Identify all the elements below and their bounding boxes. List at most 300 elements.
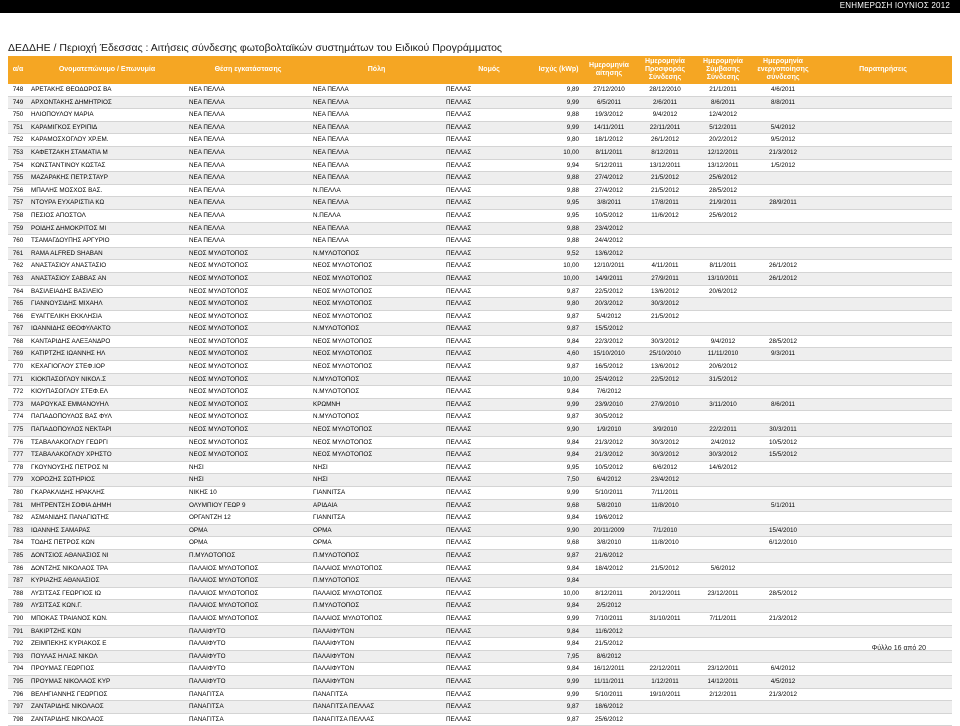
table-cell: ΠΑΛΑΙΦΥΤΟ bbox=[186, 650, 310, 663]
table-row bbox=[8, 298, 952, 311]
table-cell bbox=[814, 121, 952, 134]
table-cell bbox=[814, 650, 952, 663]
table-cell: 18/4/2012 bbox=[582, 562, 636, 575]
table-cell: ΠΕΛΛΑΣ bbox=[443, 260, 535, 273]
table-cell: 20/2/2012 bbox=[694, 134, 752, 147]
table-cell: ΝΕΟΣ ΜΥΛΟΤΟΠΟΣ bbox=[310, 272, 443, 285]
table-cell: 773 bbox=[8, 398, 28, 411]
table-cell bbox=[752, 562, 814, 575]
table-cell: ΝΕΟΣ ΜΥΛΟΤΟΠΟΣ bbox=[310, 310, 443, 323]
table-cell bbox=[814, 600, 952, 613]
table-cell bbox=[694, 537, 752, 550]
table-cell: ΑΣΜΑΝΙΔΗΣ ΠΑΝΑΓΙΩΤΗΣ bbox=[28, 512, 186, 525]
table-cell: 23/4/2012 bbox=[582, 222, 636, 235]
table-cell bbox=[814, 487, 952, 500]
table-cell: 9,84 bbox=[535, 600, 582, 613]
table-cell: 9,84 bbox=[535, 436, 582, 449]
table-cell: ΚΑΝΤΑΡΙΔΗΣ ΑΛΕΞΑΝΔΡΟ bbox=[28, 335, 186, 348]
table-cell: ΠΕΛΛΑΣ bbox=[443, 172, 535, 185]
table-cell: ΠΕΛΛΑΣ bbox=[443, 537, 535, 550]
table-cell: 19/6/2012 bbox=[582, 512, 636, 525]
table-cell bbox=[814, 247, 952, 260]
table-cell: ΕΥΑΓΓΕΛΙΚΗ ΕΚΚΛΗΣΙΑ bbox=[28, 310, 186, 323]
table-cell: ΠΕΛΛΑΣ bbox=[443, 424, 535, 437]
table-cell: ΝΕΑ ΠΕΛΛΑ bbox=[186, 235, 310, 248]
table-cell: ΛΥΣΙΤΣΑΣ ΚΩΝ.Γ. bbox=[28, 600, 186, 613]
table-cell bbox=[752, 310, 814, 323]
table-cell: 25/10/2010 bbox=[636, 348, 694, 361]
table-cell bbox=[694, 411, 752, 424]
table-cell bbox=[636, 323, 694, 336]
table-cell bbox=[636, 222, 694, 235]
table-cell: Π.ΜΥΛΟΤΟΠΟΣ bbox=[186, 549, 310, 562]
table-row bbox=[8, 688, 952, 701]
table-cell bbox=[636, 549, 694, 562]
table-row bbox=[8, 209, 952, 222]
table-cell: 786 bbox=[8, 562, 28, 575]
table-cell: 792 bbox=[8, 638, 28, 651]
table-cell bbox=[814, 209, 952, 222]
table-cell bbox=[636, 713, 694, 726]
table-cell bbox=[752, 701, 814, 714]
table-cell bbox=[814, 197, 952, 210]
table-cell: 779 bbox=[8, 474, 28, 487]
table-cell: ΑΡΕΤΑΚΗΣ ΘΕΟΔΩΡΟΣ ΒΑ bbox=[28, 84, 186, 96]
table-cell: ΠΡΟΥΜΑΣ ΓΕΩΡΓΙΟΣ bbox=[28, 663, 186, 676]
table-cell: ΛΥΣΙΤΣΑΣ ΓΕΩΡΓΙΟΣ ΙΩ bbox=[28, 587, 186, 600]
table-cell: ΝΕΑ ΠΕΛΛΑ bbox=[310, 159, 443, 172]
table-cell bbox=[694, 386, 752, 399]
table-cell: ΠΕΛΛΑΣ bbox=[443, 184, 535, 197]
table-row bbox=[8, 96, 952, 109]
table-cell: 758 bbox=[8, 209, 28, 222]
table-cell: 11/8/2010 bbox=[636, 537, 694, 550]
table-cell: 6/6/2012 bbox=[636, 461, 694, 474]
table-cell: 1/5/2012 bbox=[752, 159, 814, 172]
table-row bbox=[8, 285, 952, 298]
table-cell: 8/11/2011 bbox=[582, 146, 636, 159]
table-cell bbox=[814, 260, 952, 273]
table-cell: ΝΕΟΣ ΜΥΛΟΤΟΠΟΣ bbox=[186, 298, 310, 311]
table-cell: ΑΡΙΔΑΙΑ bbox=[310, 499, 443, 512]
table-row bbox=[8, 600, 952, 613]
table-body bbox=[8, 84, 952, 726]
table-cell: 9,99 bbox=[535, 487, 582, 500]
table-cell bbox=[814, 701, 952, 714]
table-cell: ΠΕΛΛΑΣ bbox=[443, 335, 535, 348]
table-cell bbox=[752, 625, 814, 638]
table-cell bbox=[814, 272, 952, 285]
table-cell bbox=[814, 398, 952, 411]
table-cell: 760 bbox=[8, 235, 28, 248]
table-cell bbox=[636, 386, 694, 399]
table-cell: 9,80 bbox=[535, 298, 582, 311]
table-cell bbox=[814, 411, 952, 424]
table-cell: ΠΑΝΑΓΙΤΣΑ ΠΕΛΛΑΣ bbox=[310, 713, 443, 726]
table-cell bbox=[814, 310, 952, 323]
table-cell: 9,90 bbox=[535, 524, 582, 537]
table-cell: ΠΕΛΛΑΣ bbox=[443, 625, 535, 638]
table-cell: Π.ΜΥΛΟΤΟΠΟΣ bbox=[310, 575, 443, 588]
table-cell: 4,60 bbox=[535, 348, 582, 361]
table-cell: 10,00 bbox=[535, 587, 582, 600]
table-cell: ΠΕΛΛΑΣ bbox=[443, 549, 535, 562]
table-cell: 22/5/2012 bbox=[582, 285, 636, 298]
table-cell bbox=[752, 184, 814, 197]
table-cell bbox=[814, 499, 952, 512]
table-cell: ΝΕΟΣ ΜΥΛΟΤΟΠΟΣ bbox=[186, 247, 310, 260]
table-cell bbox=[752, 713, 814, 726]
table-cell: 9/4/2012 bbox=[694, 335, 752, 348]
table-cell: ΝΕΑ ΠΕΛΛΑ bbox=[186, 134, 310, 147]
table-cell: 1/9/2010 bbox=[582, 424, 636, 437]
table-cell bbox=[814, 109, 952, 122]
table-cell bbox=[814, 172, 952, 185]
table-cell: ΠΑΛΑΙΟΣ ΜΥΛΟΤΟΠΟΣ bbox=[310, 587, 443, 600]
table-row bbox=[8, 549, 952, 562]
table-cell bbox=[814, 713, 952, 726]
table-cell: 3/9/2010 bbox=[636, 424, 694, 437]
table-cell bbox=[636, 235, 694, 248]
table-cell: Ν.ΜΥΛΟΤΟΠΟΣ bbox=[310, 411, 443, 424]
table-cell bbox=[814, 298, 952, 311]
table-cell: ΝΕΑ ΠΕΛΛΑ bbox=[310, 109, 443, 122]
table-cell bbox=[694, 638, 752, 651]
table-cell: ΠΕΛΛΑΣ bbox=[443, 285, 535, 298]
table-cell: ΠΕΛΛΑΣ bbox=[443, 575, 535, 588]
table-cell bbox=[694, 235, 752, 248]
table-row bbox=[8, 197, 952, 210]
table-row bbox=[8, 159, 952, 172]
table-cell bbox=[752, 361, 814, 374]
table-cell: ΠΑΛΑΙΟΣ ΜΥΛΟΤΟΠΟΣ bbox=[186, 600, 310, 613]
table-cell: ΠΑΛΑΙΟΣ ΜΥΛΟΤΟΠΟΣ bbox=[186, 562, 310, 575]
table-cell: 6/4/2012 bbox=[582, 474, 636, 487]
table-cell: 21/9/2011 bbox=[694, 197, 752, 210]
table-cell bbox=[694, 323, 752, 336]
table-cell: 776 bbox=[8, 436, 28, 449]
table-cell: ΧΟΡΟΖΗΣ ΣΩΤΗΡΙΟΣ bbox=[28, 474, 186, 487]
table-cell: 788 bbox=[8, 587, 28, 600]
table-cell: ΝΗΣΙ bbox=[186, 461, 310, 474]
table-cell: ΜΠΟΚΑΣ ΤΡΑΙΑΝΟΣ ΚΩΝ. bbox=[28, 612, 186, 625]
table-cell: ΖΑΝΤΑΡΙΔΗΣ ΝΙΚΟΛΑΟΣ bbox=[28, 713, 186, 726]
applications-table bbox=[8, 56, 952, 726]
table-cell: ΠΑΛΑΙΦΥΤΟΝ bbox=[310, 675, 443, 688]
table-cell: ΠΑΝΑΓΙΤΣΑ ΠΕΛΛΑΣ bbox=[310, 701, 443, 714]
table-cell: 9,87 bbox=[535, 411, 582, 424]
table-cell bbox=[694, 310, 752, 323]
table-cell: ΠΕΛΛΑΣ bbox=[443, 373, 535, 386]
table-cell: 9,84 bbox=[535, 562, 582, 575]
table-cell: 20/6/2012 bbox=[694, 285, 752, 298]
table-cell: 27/12/2010 bbox=[582, 84, 636, 96]
table-cell: 9,87 bbox=[535, 310, 582, 323]
table-cell bbox=[752, 512, 814, 525]
table-cell: Ν.ΜΥΛΟΤΟΠΟΣ bbox=[310, 373, 443, 386]
table-cell: 27/4/2012 bbox=[582, 172, 636, 185]
table-cell bbox=[814, 474, 952, 487]
table-cell: 11/8/2010 bbox=[636, 499, 694, 512]
table-cell: 9,94 bbox=[535, 159, 582, 172]
table-cell: 21/5/2012 bbox=[636, 172, 694, 185]
table-cell: ΝΕΑ ΠΕΛΛΑ bbox=[186, 96, 310, 109]
table-cell: ΠΕΛΛΑΣ bbox=[443, 146, 535, 159]
table-cell bbox=[814, 361, 952, 374]
table-row bbox=[8, 675, 952, 688]
table-cell: ΓΙΑΝΝΟΥΣΙΔΗΣ ΜΙΧΑΗΛ bbox=[28, 298, 186, 311]
table-cell: 5/1/2011 bbox=[752, 499, 814, 512]
table-cell: 2/12/2011 bbox=[694, 688, 752, 701]
table-cell bbox=[814, 461, 952, 474]
table-cell: 25/6/2012 bbox=[694, 172, 752, 185]
table-cell bbox=[814, 386, 952, 399]
table-cell bbox=[752, 222, 814, 235]
table-cell: 25/6/2012 bbox=[582, 713, 636, 726]
table-cell: ΚΥΡΙΑΖΗΣ ΑΘΑΝΑΣΙΟΣ bbox=[28, 575, 186, 588]
table-cell: 9,87 bbox=[535, 713, 582, 726]
table-cell: ΓΙΑΝΝΙΤΣΑ bbox=[310, 512, 443, 525]
table-cell: Π.ΜΥΛΟΤΟΠΟΣ bbox=[310, 600, 443, 613]
table-cell: ΠΕΛΛΑΣ bbox=[443, 398, 535, 411]
table-cell: ΠΑΛΑΙΟΣ ΜΥΛΟΤΟΠΟΣ bbox=[186, 587, 310, 600]
table-cell: 9,68 bbox=[535, 537, 582, 550]
table-cell: ΝΕΟΣ ΜΥΛΟΤΟΠΟΣ bbox=[310, 335, 443, 348]
table-cell bbox=[582, 575, 636, 588]
table-row bbox=[8, 512, 952, 525]
table-cell: ΠΕΛΛΑΣ bbox=[443, 663, 535, 676]
table-cell: 17/8/2011 bbox=[636, 197, 694, 210]
table-cell: 9,95 bbox=[535, 209, 582, 222]
table-cell bbox=[636, 650, 694, 663]
table-cell: ΠΕΣΙΟΣ ΑΠΟΣΤΟΛ bbox=[28, 209, 186, 222]
table-cell: 795 bbox=[8, 675, 28, 688]
table-cell: 22/12/2011 bbox=[636, 663, 694, 676]
table-cell: 7/6/2012 bbox=[582, 386, 636, 399]
table-cell: ΠΕΛΛΑΣ bbox=[443, 272, 535, 285]
table-cell: ΠΑΛΑΙΟΣ ΜΥΛΟΤΟΠΟΣ bbox=[186, 575, 310, 588]
table-cell: 9,99 bbox=[535, 688, 582, 701]
table-cell: 783 bbox=[8, 524, 28, 537]
table-cell: ΠΑΠΑΔΟΠΟΥΛΟΣ ΝΕΚΤΑΡΙ bbox=[28, 424, 186, 437]
table-cell: 15/5/2012 bbox=[582, 323, 636, 336]
table-cell bbox=[814, 625, 952, 638]
table-cell bbox=[814, 348, 952, 361]
table-cell: 23/12/2011 bbox=[694, 663, 752, 676]
table-cell: 31/10/2011 bbox=[636, 612, 694, 625]
table-cell: 9,99 bbox=[535, 675, 582, 688]
table-cell: 14/11/2011 bbox=[582, 121, 636, 134]
table-cell bbox=[752, 650, 814, 663]
table-cell: ΝΕΟΣ ΜΥΛΟΤΟΠΟΣ bbox=[186, 310, 310, 323]
table-cell: 7/11/2011 bbox=[694, 612, 752, 625]
table-cell bbox=[814, 688, 952, 701]
table-cell bbox=[752, 600, 814, 613]
table-cell: ΠΕΛΛΑΣ bbox=[443, 159, 535, 172]
table-cell: 782 bbox=[8, 512, 28, 525]
table-cell: 26/1/2012 bbox=[636, 134, 694, 147]
table-cell: ΤΣΑΜΑΓΔΟΥΠΗΣ ΑΡΓΥΡΙΟ bbox=[28, 235, 186, 248]
table-cell: 20/12/2011 bbox=[636, 587, 694, 600]
table-cell: 7/11/2011 bbox=[636, 487, 694, 500]
table-cell: 20/6/2012 bbox=[694, 361, 752, 374]
table-cell: 21/5/2012 bbox=[636, 184, 694, 197]
table-cell: ΠΟΥΛΑΣ ΗΛΙΑΣ ΝΙΚΟΛ bbox=[28, 650, 186, 663]
table-cell: ΚΙΟΥΠΑΣΟΓΛΟΥ ΣΤΕΦ.ΕΛ bbox=[28, 386, 186, 399]
table-cell: 765 bbox=[8, 298, 28, 311]
table-row bbox=[8, 373, 952, 386]
table-cell: ΠΕΛΛΑΣ bbox=[443, 134, 535, 147]
table-cell bbox=[636, 638, 694, 651]
table-row bbox=[8, 663, 952, 676]
table-cell bbox=[694, 701, 752, 714]
table-cell: 5/8/2010 bbox=[582, 499, 636, 512]
table-cell: ΠΕΛΛΑΣ bbox=[443, 638, 535, 651]
table-cell: ΝΕΟΣ ΜΥΛΟΤΟΠΟΣ bbox=[310, 436, 443, 449]
table-cell bbox=[814, 373, 952, 386]
table-cell: ΚΩΝΣΤΑΝΤΙΝΟΥ ΚΩΣΤΑΣ bbox=[28, 159, 186, 172]
table-cell: 4/6/2011 bbox=[752, 84, 814, 96]
table-cell: 797 bbox=[8, 701, 28, 714]
table-cell bbox=[694, 524, 752, 537]
table-cell: ΠΕΛΛΑΣ bbox=[443, 499, 535, 512]
table-cell bbox=[694, 487, 752, 500]
table-cell: ΑΝΑΣΤΑΣΙΟΥ ΑΝΑΣΤΑΣΙΟ bbox=[28, 260, 186, 273]
table-cell bbox=[814, 159, 952, 172]
table-cell bbox=[814, 285, 952, 298]
table-cell bbox=[814, 222, 952, 235]
table-cell: 766 bbox=[8, 310, 28, 323]
table-cell: 9,84 bbox=[535, 449, 582, 462]
table-cell: 28/9/2011 bbox=[752, 197, 814, 210]
table-cell bbox=[814, 549, 952, 562]
table-cell: 793 bbox=[8, 650, 28, 663]
table-cell: 22/5/2012 bbox=[636, 373, 694, 386]
table-cell: 28/5/2012 bbox=[752, 587, 814, 600]
table-cell bbox=[814, 96, 952, 109]
table-cell: ΠΕΛΛΑΣ bbox=[443, 298, 535, 311]
table-cell: ΝΕΟΣ ΜΥΛΟΤΟΠΟΣ bbox=[186, 272, 310, 285]
table-row bbox=[8, 638, 952, 651]
table-cell bbox=[694, 625, 752, 638]
table-cell: ΠΑΛΑΙΦΥΤΟΝ bbox=[310, 650, 443, 663]
table-cell: 10/5/2012 bbox=[582, 209, 636, 222]
table-row bbox=[8, 323, 952, 336]
table-cell: ΝΕΑ ΠΕΛΛΑ bbox=[186, 84, 310, 96]
table-cell: ΙΩΑΝΝΗΣ ΣΑΜΑΡΑΣ bbox=[28, 524, 186, 537]
table-cell: 3/8/2011 bbox=[582, 197, 636, 210]
table-cell: 789 bbox=[8, 600, 28, 613]
table-cell bbox=[814, 612, 952, 625]
table-cell: 768 bbox=[8, 335, 28, 348]
table-cell: ΑΝΑΣΤΑΣΙΟΥ ΣΑΒΒΑΣ ΑΝ bbox=[28, 272, 186, 285]
table-row bbox=[8, 537, 952, 550]
table-cell: 9,88 bbox=[535, 109, 582, 122]
table-cell: ΝΕΟΣ ΜΥΛΟΤΟΠΟΣ bbox=[186, 411, 310, 424]
table-cell bbox=[752, 461, 814, 474]
table-cell bbox=[752, 373, 814, 386]
table-cell: 9,87 bbox=[535, 285, 582, 298]
table-cell: 9,87 bbox=[535, 361, 582, 374]
table-cell: 13/6/2012 bbox=[636, 361, 694, 374]
table-cell: ΝΕΟΣ ΜΥΛΟΤΟΠΟΣ bbox=[310, 449, 443, 462]
table-cell: ΠΕΛΛΑΣ bbox=[443, 361, 535, 374]
table-cell: ΠΕΛΛΑΣ bbox=[443, 222, 535, 235]
table-cell: 751 bbox=[8, 121, 28, 134]
header-cell: Πόλη bbox=[310, 56, 443, 84]
table-cell: ΜΗΤΡΕΝΤΣΗ ΣΟΦΙΑ ΔΗΜΗ bbox=[28, 499, 186, 512]
table-cell: 21/3/2012 bbox=[582, 436, 636, 449]
table-cell: 796 bbox=[8, 688, 28, 701]
table-cell: 785 bbox=[8, 549, 28, 562]
table-cell: ΖΑΝΤΑΡΙΔΗΣ ΝΙΚΟΛΑΟΣ bbox=[28, 701, 186, 714]
table-header-row bbox=[8, 56, 952, 84]
table-cell: 9,89 bbox=[535, 84, 582, 96]
table-cell: ΟΡΜΑ bbox=[310, 537, 443, 550]
table-row bbox=[8, 701, 952, 714]
table-cell: ΝΕΟΣ ΜΥΛΟΤΟΠΟΣ bbox=[186, 335, 310, 348]
table-cell: RAMA ALFRED SHABAN bbox=[28, 247, 186, 260]
table-cell: Ν.ΜΥΛΟΤΟΠΟΣ bbox=[310, 323, 443, 336]
table-cell: 787 bbox=[8, 575, 28, 588]
table-cell: 15/10/2010 bbox=[582, 348, 636, 361]
header-cell: Ισχύς (kWp) bbox=[535, 56, 582, 84]
table-cell: 8/6/2011 bbox=[694, 96, 752, 109]
table-cell bbox=[636, 247, 694, 260]
table-cell: ΜΑΖΑΡΑΚΗΣ ΠΕΤΡ.ΣΤΑΥΡ bbox=[28, 172, 186, 185]
table-cell: 752 bbox=[8, 134, 28, 147]
table-row bbox=[8, 625, 952, 638]
table-cell: ΝΕΑ ΠΕΛΛΑ bbox=[186, 209, 310, 222]
table-cell bbox=[814, 184, 952, 197]
table-cell: ΝΗΣΙ bbox=[310, 474, 443, 487]
table-cell: 780 bbox=[8, 487, 28, 500]
table-cell bbox=[814, 562, 952, 575]
table-cell: ΝΕΑ ΠΕΛΛΑ bbox=[310, 96, 443, 109]
table-cell: 10,00 bbox=[535, 272, 582, 285]
table-cell: 8/11/2011 bbox=[694, 260, 752, 273]
table-cell: ΖΕΙΜΠΕΚΗΣ ΚΥΡΙΑΚΟΣ Ε bbox=[28, 638, 186, 651]
page-title: ΔΕΔΔΗΕ / Περιοχή Έδεσσας : Αιτήσεις σύνδεσης φωτοβολταϊκών συστημάτων του Ειδικού Προγράμματος bbox=[8, 42, 502, 54]
table-cell bbox=[694, 650, 752, 663]
table-cell bbox=[814, 84, 952, 96]
table-cell: ΠΡΟΥΜΑΣ ΝΙΚΟΛΑΟΣ ΚΥΡ bbox=[28, 675, 186, 688]
header-cell: Ημερομηνία ενεργοποίησης σύνδεσης bbox=[752, 56, 814, 84]
table-cell bbox=[752, 411, 814, 424]
table-cell: 28/12/2010 bbox=[636, 84, 694, 96]
table-cell: 9,84 bbox=[535, 638, 582, 651]
table-cell: ΠΑΝΑΓΙΤΣΑ bbox=[186, 701, 310, 714]
table-cell: ΝΙΚΗΣ 10 bbox=[186, 487, 310, 500]
table-cell: ΝΕΑ ΠΕΛΛΑ bbox=[310, 197, 443, 210]
table-cell bbox=[752, 474, 814, 487]
table-cell: ΠΕΛΛΑΣ bbox=[443, 449, 535, 462]
table-cell: ΝΕΟΣ ΜΥΛΟΤΟΠΟΣ bbox=[186, 436, 310, 449]
table-row bbox=[8, 436, 952, 449]
table-cell bbox=[752, 298, 814, 311]
table-cell bbox=[814, 235, 952, 248]
header-cell: Ημερομηνία αίτησης bbox=[582, 56, 636, 84]
table-cell: 11/6/2012 bbox=[636, 209, 694, 222]
table-cell: 28/5/2012 bbox=[694, 184, 752, 197]
table-cell: 13/6/2012 bbox=[636, 285, 694, 298]
table-cell bbox=[814, 449, 952, 462]
table-cell: ΚΑΦΕΤΖΑΚΗ ΣΤΑΜΑΤΙΑ Μ bbox=[28, 146, 186, 159]
table-cell: 10/5/2012 bbox=[582, 461, 636, 474]
table-cell: ΟΛΥΜΠΙΟΥ ΓΕΩΡ 9 bbox=[186, 499, 310, 512]
table-row bbox=[8, 587, 952, 600]
table-row bbox=[8, 650, 952, 663]
